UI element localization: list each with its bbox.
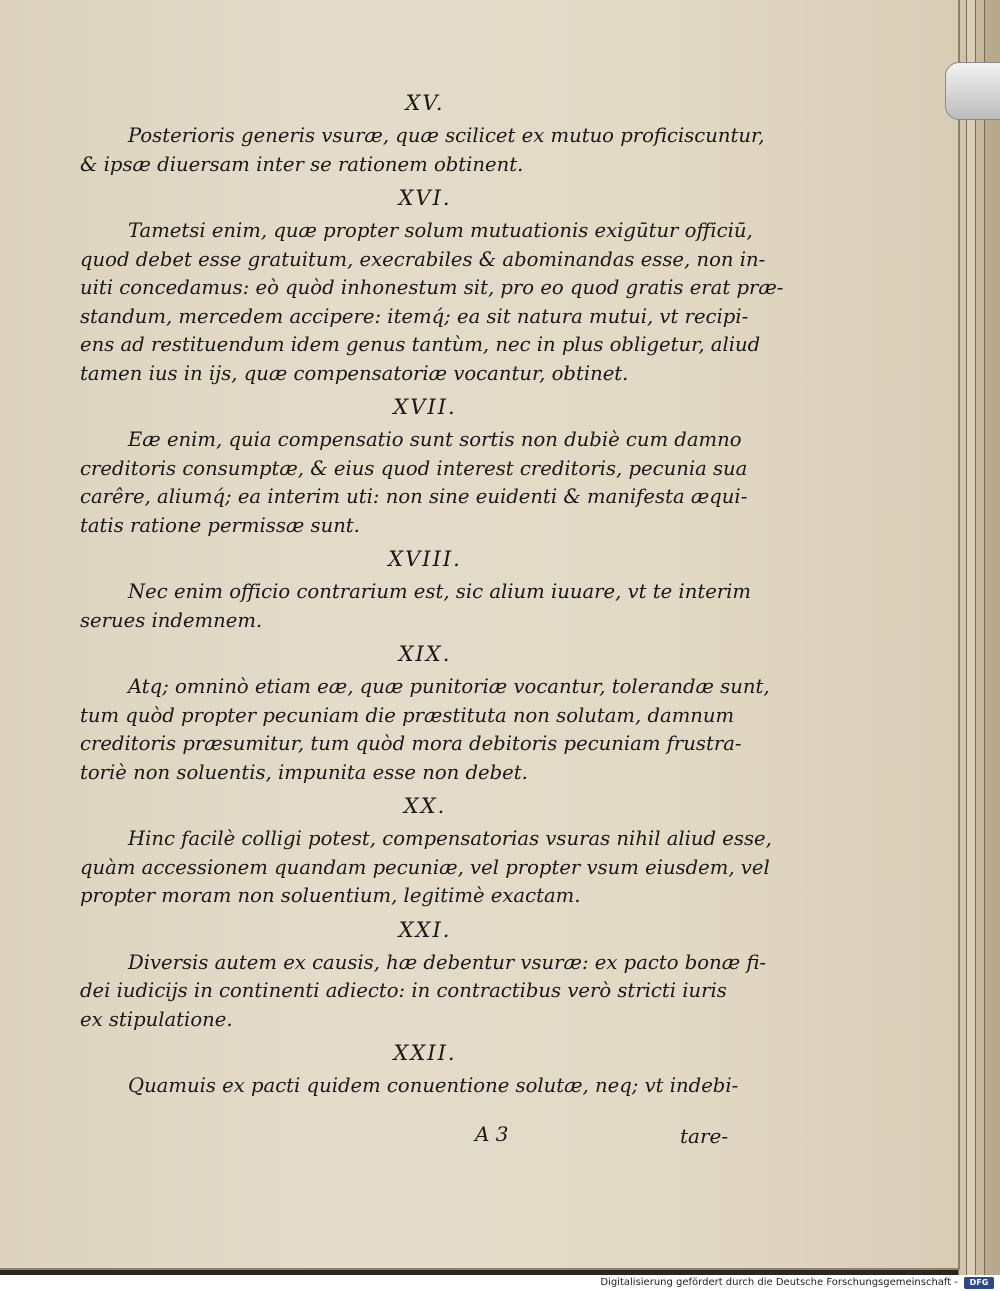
text-line: tamen ius in ijs, quæ compensatoriæ vocantur, obtinet.	[80, 361, 629, 385]
funding-text: Digitalisierung gefördert durch die Deutsche Forschungsgemeinschaft -	[600, 1277, 958, 1288]
section-heading: XVII.	[393, 395, 457, 419]
text-line: Posterioris generis vsuræ, quæ scilicet ex mutuo proficiscuntur,	[128, 124, 765, 147]
section-heading: XXII.	[393, 1041, 457, 1065]
text-line: ex stipulatione.	[80, 1007, 233, 1031]
section-heading: XV.	[405, 91, 445, 115]
binding-clip	[945, 62, 1000, 120]
text-line: ens ad restituendum idem genus tantùm, nec in plus obligetur, aliud	[80, 333, 761, 356]
section-heading: XXI.	[398, 917, 452, 942]
section-heading: XVI.	[398, 186, 452, 210]
section-heading: XVIII.	[388, 547, 462, 571]
funding-banner	[0, 1275, 1000, 1291]
text-line: Hinc facilè colligi potest, compensatorias vsuras nihil aliud esse,	[128, 827, 772, 850]
signature-mark: A 3	[475, 1122, 509, 1146]
text-line: propter moram non soluentium, legitimè exactam.	[80, 884, 581, 907]
catchword: tare-	[680, 1124, 729, 1148]
text-line: Nec enim officio contrarium est, sic alium iuuare, vt te interim	[128, 580, 752, 603]
text-line: toriè non soluentis, impunita esse non debet.	[80, 760, 528, 784]
text-line: tum quòd propter pecuniam die præstituta non solutam, damnum	[80, 703, 735, 727]
text-line: dei iudicijs in continenti adiecto: in contractibus verò stricti iuris	[80, 979, 727, 1002]
text-line: Eæ enim, quia compensatio sunt sortis non dubiè cum damno	[128, 428, 742, 451]
text-line: quod debet esse gratuitum, execrabiles & abominandas esse, non in-	[80, 247, 766, 271]
text-block	[80, 84, 784, 1101]
text-line: serues indemnem.	[80, 608, 263, 632]
text-line: creditoris præsumitur, tum quòd mora debitoris pecuniam frustra-	[80, 732, 742, 755]
text-line: carêre, aliumq́; ea interim uti: non sine euidenti & manifesta æqui-	[80, 485, 748, 508]
page-edge	[984, 0, 1000, 1275]
text-line: uiti concedamus: eò quòd inhonestum sit, pro eo quod gratis erat præ-	[80, 276, 784, 299]
text-line: Atq; omninò etiam eæ, quæ punitoriæ vocantur, tolerandæ sunt,	[128, 675, 770, 698]
text-line: Diversis autem ex causis, hæ debentur vsuræ: ex pacto bonæ fi-	[128, 950, 767, 974]
text-line: tatis ratione permissæ sunt.	[80, 513, 360, 537]
page-footer	[0, 1122, 958, 1152]
text-line: Quamuis ex pacti quidem conuentione solutæ, neq; vt indebi-	[128, 1074, 739, 1097]
text-line: Tametsi enim, quæ propter solum mutuationis exigūtur officiū,	[128, 219, 753, 242]
section-heading: XIX.	[398, 642, 452, 666]
text-line: creditoris consumptæ, & eius quod interest creditoris, pecunia sua	[80, 456, 748, 480]
text-line: standum, mercedem accipere: itemq́; ea sit natura mutui, vt recipi-	[80, 304, 749, 328]
dfg-logo-icon: DFG	[964, 1277, 994, 1289]
section-heading: XX.	[403, 794, 447, 818]
text-line: quàm accessionem quandam pecuniæ, vel propter vsum eiusdem, vel	[80, 855, 770, 879]
text-line: & ipsæ diuersam inter se rationem obtinent.	[80, 152, 524, 176]
